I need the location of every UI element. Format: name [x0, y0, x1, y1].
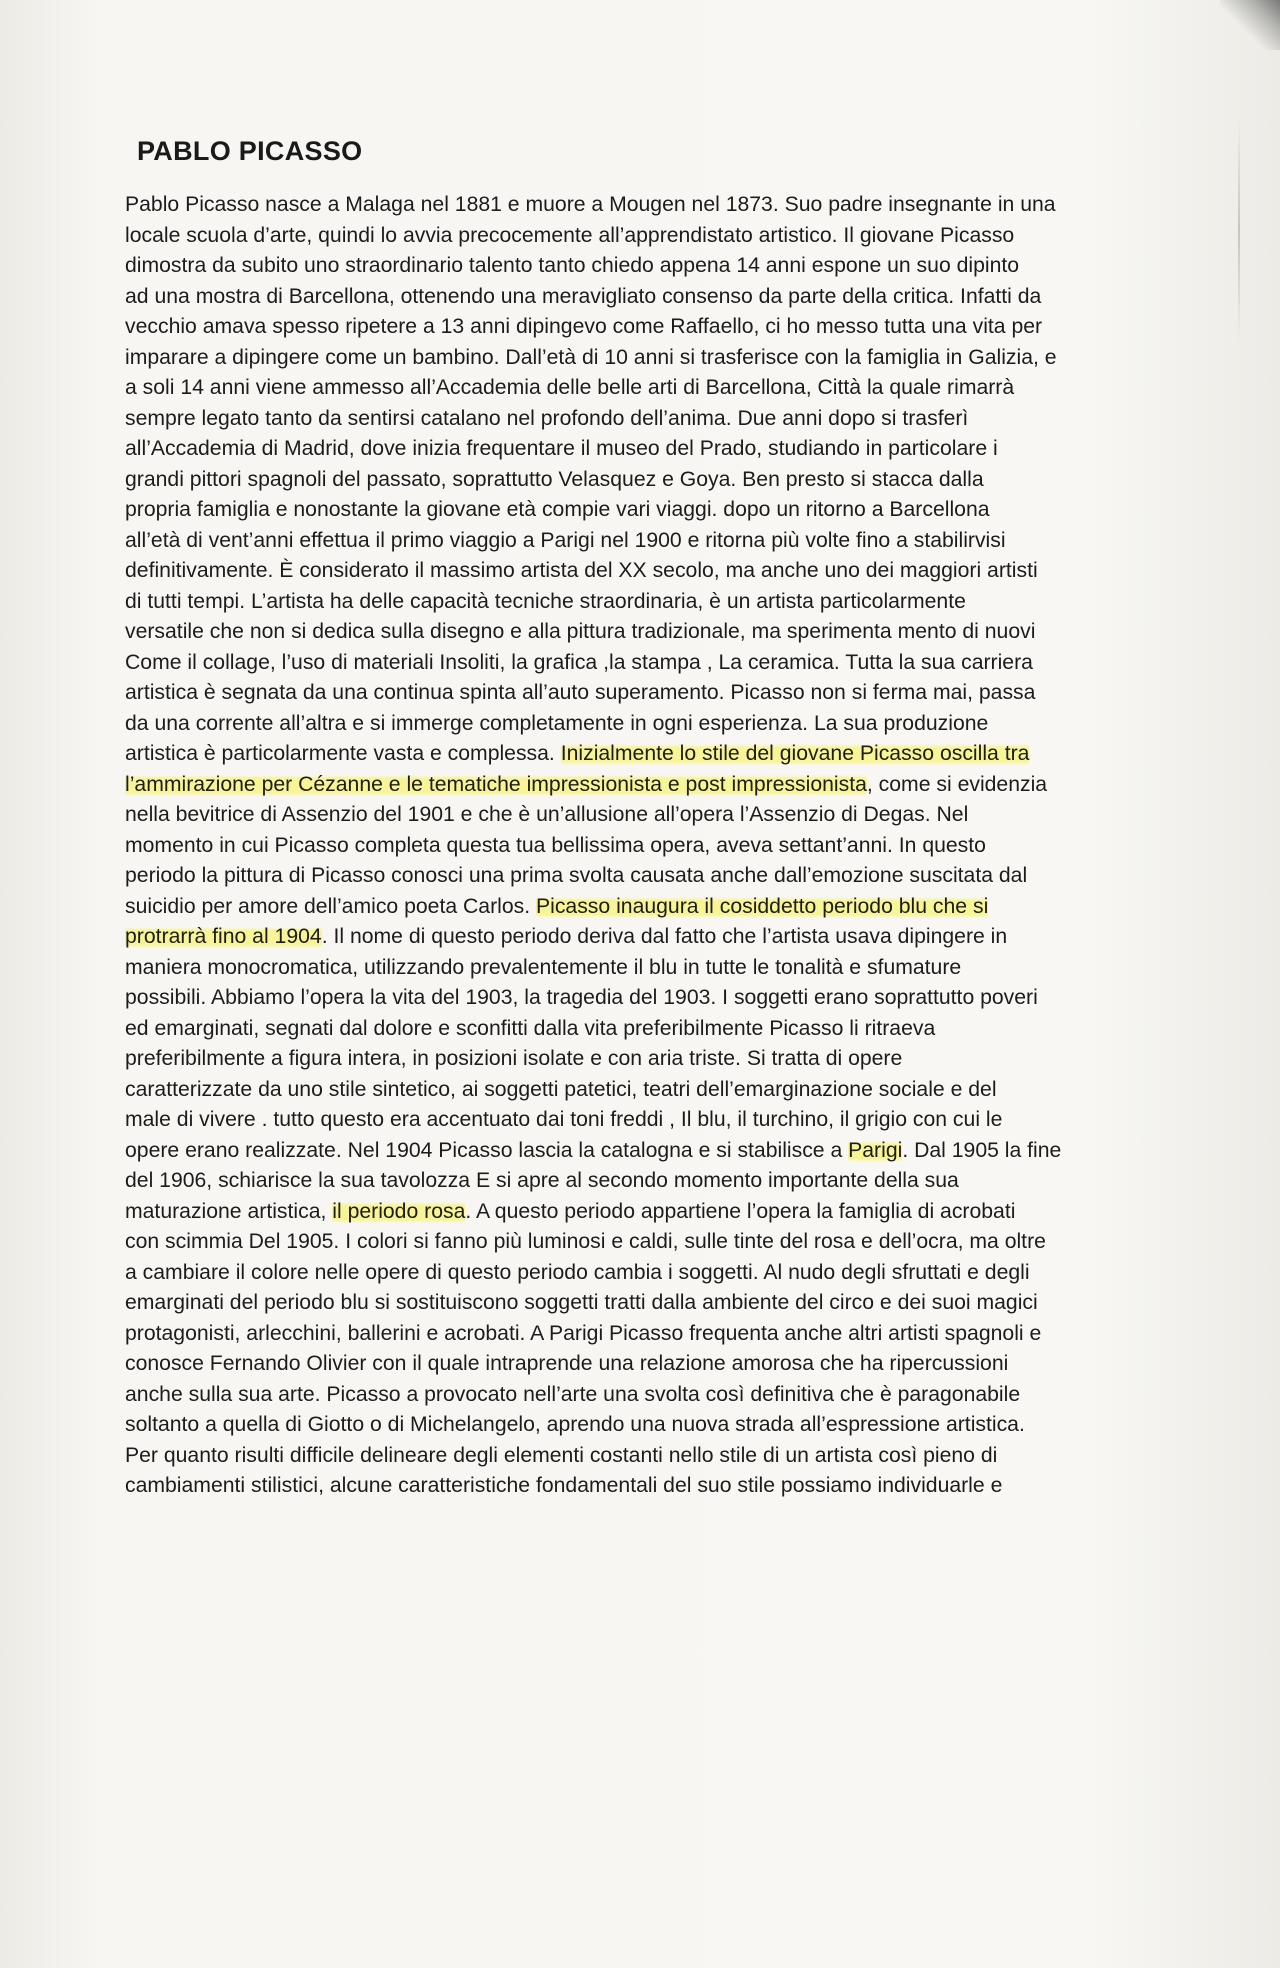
text-line — [125, 1380, 1205, 1411]
text-segment: Come il collage, l’uso di materiali Insoliti, la grafica ,la stampa , La ceramica. Tutta la sua carriera — [125, 650, 1033, 674]
text-line — [125, 556, 1205, 587]
text-segment: possibili. Abbiamo l’opera la vita del 1903, la tragedia del 1903. I soggetti erano soprattutto poveri — [125, 986, 1038, 1009]
text-line — [125, 495, 1205, 526]
text-line — [125, 526, 1205, 557]
text-segment: . Dal 1905 la fine — [902, 1138, 1062, 1162]
text-segment: Per quanto risulti difficile delineare degli elementi costanti nello stile di un artista così pieno di — [125, 1443, 998, 1467]
text-segment: sempre legato tanto da sentirsi catalano nel profondo dell’anima. Due anni dopo si trasferì — [125, 406, 969, 430]
text-line — [125, 404, 1205, 435]
text-segment: opere erano realizzate. Nel 1904 Picasso lascia la catalogna e si stabilisce a — [125, 1138, 849, 1162]
text-line — [125, 1319, 1205, 1350]
text-line — [125, 373, 1205, 404]
text-segment: periodo la pittura di Picasso conosci una prima svolta causata anche dall’emozione suscitata dal — [125, 864, 1028, 887]
text-segment: caratterizzate da uno stile sintetico, ai soggetti patetici, teatri dell’emarginazione sociale e del — [125, 1077, 997, 1101]
text-segment: dimostra da subito uno straordinario talento tanto chiedo appena 14 anni espone un suo dipinto — [125, 254, 1020, 277]
text-segment: preferibilmente a figura intera, in posizioni isolate e con aria triste. Si tratta di opere — [125, 1047, 903, 1070]
text-line — [125, 1227, 1205, 1258]
highlighted-text: l’ammirazione per Cézanne e le tematiche impressionista e post impressionista — [125, 772, 867, 796]
text-line — [125, 1197, 1205, 1228]
text-segment: ed emarginati, segnati dal dolore e sconfitti dalla vita preferibilmente Picasso li ritraeva — [125, 1016, 936, 1040]
document-body — [125, 190, 1205, 1502]
text-line — [125, 800, 1205, 831]
text-line — [125, 617, 1205, 648]
text-line — [125, 312, 1205, 343]
text-line — [125, 465, 1205, 496]
text-segment: nella bevitrice di Assenzio del 1901 e che è un’allusione all’opera l’Assenzio di Degas. Nel — [125, 803, 969, 826]
text-line — [125, 1105, 1205, 1136]
text-line — [125, 587, 1205, 618]
text-line — [125, 831, 1205, 862]
text-segment: imparare a dipingere come un bambino. Dall’età di 10 anni si trasferisce con la famiglia in Galizia, e — [125, 345, 1057, 369]
text-line — [125, 953, 1205, 984]
text-line — [125, 739, 1205, 770]
text-line — [125, 343, 1205, 374]
text-line — [125, 770, 1205, 801]
text-segment: a cambiare il colore nelle opere di questo periodo cambia i soggetti. Al nudo degli sfruttati e degli — [125, 1260, 1030, 1284]
text-segment: all’età di vent’anni effettua il primo viaggio a Parigi nel 1900 e ritorna più volte fino a stabilirvisi — [125, 528, 1006, 552]
highlighted-text: Inizialmente lo stile del giovane Picasso oscilla tra — [560, 742, 1030, 765]
text-segment: . A questo periodo appartiene l’opera la famiglia di acrobati — [465, 1199, 1016, 1223]
text-segment: momento in cui Picasso completa questa tua bellissima opera, aveva settant’anni. In questo — [125, 833, 986, 857]
text-segment: versatile che non si dedica sulla disegno e alla pittura tradizionale, ma sperimenta mento di nuovi — [125, 620, 1036, 643]
highlighted-text: Picasso inaugura il cosiddetto periodo blu che si — [536, 894, 989, 918]
text-line — [125, 1166, 1205, 1197]
document-title: PABLO PICASSO — [137, 136, 363, 166]
text-segment: grandi pittori spagnoli del passato, soprattutto Velasquez e Goya. Ben presto si stacca dalla — [125, 467, 984, 491]
text-line — [125, 190, 1205, 221]
text-segment: suicidio per amore dell’amico poeta Carlos. — [125, 894, 536, 918]
text-segment: artistica è particolarmente vasta e complessa. — [125, 742, 561, 765]
text-segment: Pablo Picasso nasce a Malaga nel 1881 e muore a Mougen nel 1873. Suo padre insegnante in una — [125, 193, 1056, 216]
text-segment: definitivamente. È considerato il massimo artista del XX secolo, ma anche uno dei maggiori artisti — [125, 559, 1038, 582]
text-line — [125, 251, 1205, 282]
highlighted-text: protrarrà fino al 1904 — [125, 925, 322, 948]
text-segment: soltanto a quella di Giotto o di Michelangelo, aprendo una nuova strada all’espressione artistica. — [125, 1413, 1025, 1436]
text-segment: locale scuola d’arte, quindi lo avvia precocemente all’apprendistato artistico. Il giovane Picasso — [125, 223, 1015, 247]
text-line — [125, 861, 1205, 892]
text-segment: protagonisti, arlecchini, ballerini e acrobati. A Parigi Picasso frequenta anche altri artisti spagnoli e — [125, 1321, 1042, 1345]
text-line — [125, 922, 1205, 953]
text-segment: male di vivere . tutto questo era accentuato dai toni freddi , Il blu, il turchino, il grigio con cui le — [125, 1108, 1003, 1131]
text-line — [125, 1441, 1205, 1472]
text-segment: ad una mostra di Barcellona, ottenendo una meravigliato consenso da parte della critica. Infatti da — [125, 284, 1042, 308]
text-line — [125, 221, 1205, 252]
text-segment: , come si evidenzia — [866, 772, 1048, 796]
text-line — [125, 1075, 1205, 1106]
page-edge-mark — [1238, 120, 1240, 340]
text-line — [125, 282, 1205, 313]
text-line — [125, 1044, 1205, 1075]
text-line — [125, 678, 1205, 709]
text-segment: conosce Fernando Olivier con il quale intraprende una relazione amorosa che ha ripercussioni — [125, 1352, 1009, 1375]
text-line — [125, 1136, 1205, 1167]
text-line — [125, 983, 1205, 1014]
text-line — [125, 1349, 1205, 1380]
text-line — [125, 434, 1205, 465]
highlighted-text: il periodo rosa — [332, 1199, 466, 1223]
text-segment: di tutti tempi. L’artista ha delle capacità tecniche straordinaria, è un artista particolarmente — [125, 589, 966, 613]
text-line — [125, 1258, 1205, 1289]
text-segment: propria famiglia e nonostante la giovane età compie vari viaggi. dopo un ritorno a Barcellona — [125, 498, 990, 521]
text-segment: cambiamenti stilistici, alcune caratteristiche fondamentali del suo stile possiamo individuarle e — [125, 1474, 1003, 1497]
highlighted-text: Parigi — [848, 1138, 903, 1162]
text-line — [125, 1288, 1205, 1319]
text-segment: maturazione artistica, — [125, 1199, 333, 1223]
text-segment: del 1906, schiarisce la sua tavolozza E si apre al secondo momento importante della sua — [125, 1169, 959, 1192]
text-line — [125, 1410, 1205, 1441]
text-segment: con scimmia Del 1905. I colori si fanno più luminosi e caldi, sulle tinte del rosa e dell’ocra, ma oltre — [125, 1230, 1046, 1253]
text-line — [125, 892, 1205, 923]
text-segment: vecchio amava spesso ripetere a 13 anni dipingevo come Raffaello, ci ho messo tutta una vita per — [125, 315, 1043, 338]
text-segment: da una corrente all’altra e si immerge completamente in ogni esperienza. La sua produzione — [125, 711, 989, 735]
text-line — [125, 1471, 1205, 1502]
text-segment: artistica è segnata da una continua spinta all’auto superamento. Picasso non si ferma mai, passa — [125, 681, 1036, 704]
text-segment: . Il nome di questo periodo deriva dal fatto che l’artista usava dipingere in — [321, 925, 1008, 948]
text-line — [125, 1014, 1205, 1045]
page-corner-shadow — [1220, 0, 1280, 50]
text-line — [125, 709, 1205, 740]
text-segment: all’Accademia di Madrid, dove inizia frequentare il museo del Prado, studiando in particolare i — [125, 437, 998, 460]
text-segment: emarginati del periodo blu si sostituiscono soggetti tratti dalla ambiente del circo e dei suoi magici — [125, 1291, 1038, 1314]
text-line — [125, 648, 1205, 679]
text-segment: anche sulla sua arte. Picasso a provocato nell’arte una svolta così definitiva che è paragonabile — [125, 1382, 1021, 1406]
text-segment: a soli 14 anni viene ammesso all’Accademia delle belle arti di Barcellona, Città la quale rimarrà — [125, 376, 1015, 399]
text-segment: maniera monocromatica, utilizzando prevalentemente il blu in tutte le tonalità e sfumature — [125, 955, 962, 979]
